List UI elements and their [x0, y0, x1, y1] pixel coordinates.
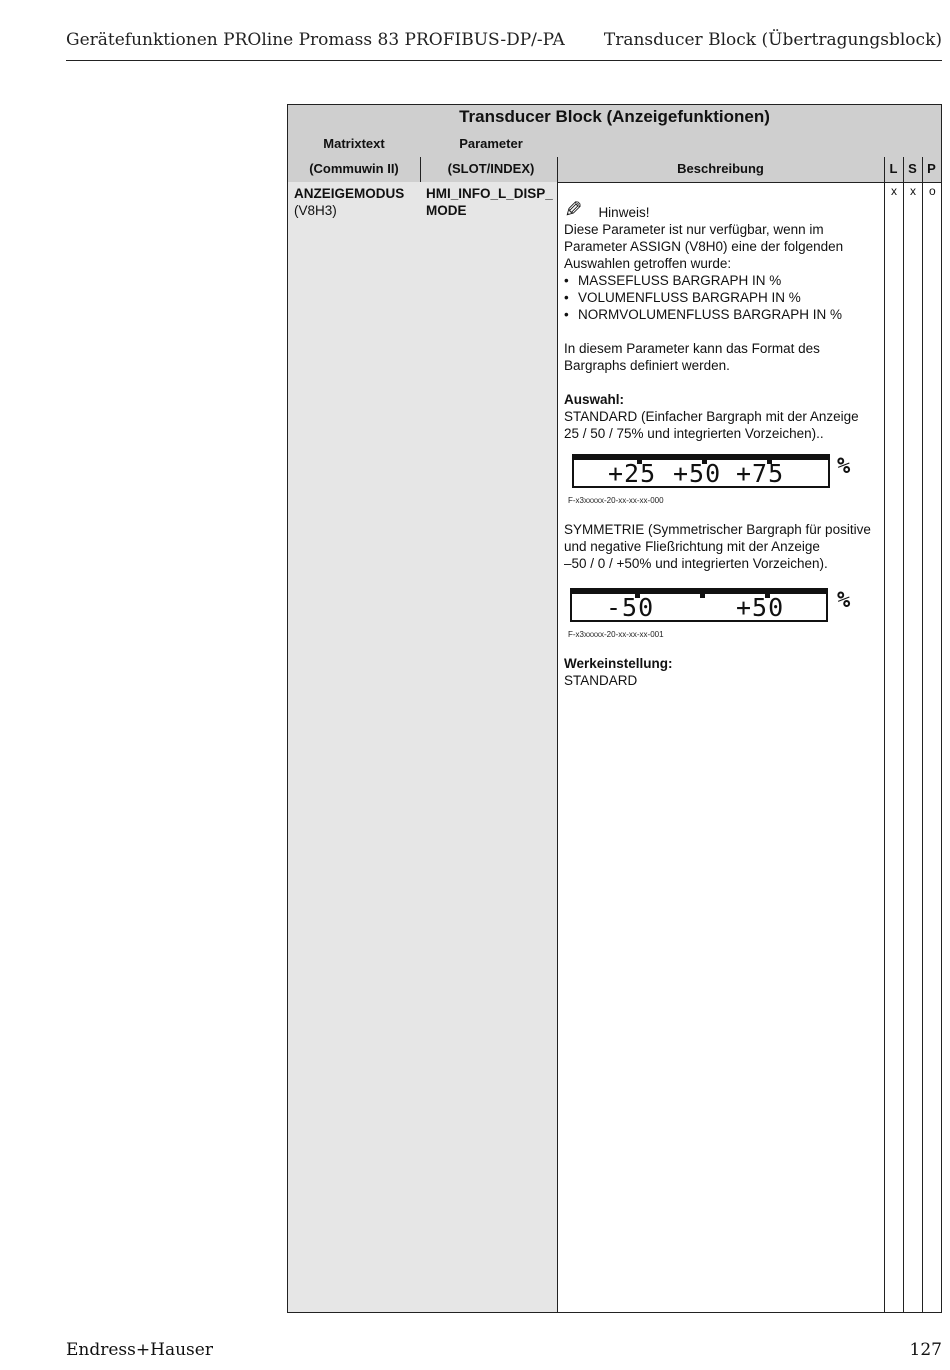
header-divider	[557, 157, 558, 182]
matrix-name: ANZEIGEMODUS	[294, 186, 405, 201]
column-divider	[884, 182, 885, 1312]
auswahl-label: Auswahl:	[564, 392, 625, 407]
col-header-commuwin: (Commuwin II)	[309, 161, 399, 176]
col-header-slot-index: (SLOT/INDEX)	[447, 161, 535, 176]
header-rule	[66, 60, 942, 61]
header-divider	[922, 157, 923, 182]
lcd-unit: %	[837, 454, 851, 479]
bargraph-tick	[700, 594, 705, 598]
param-name-line2: MODE	[426, 203, 467, 218]
format-text-line: Bargraphs definiert werden.	[564, 358, 730, 373]
note-text-line: Auswahlen getroffen wurde:	[564, 256, 732, 271]
flag-l: x	[891, 184, 897, 198]
running-header-right: Transducer Block (Übertragungsblock)	[603, 30, 942, 50]
standard-text-line: STANDARD (Einfacher Bargraph mit der Anzeige	[564, 409, 859, 424]
lcd-figure-standard	[564, 452, 884, 504]
header-divider	[884, 157, 885, 182]
lcd-display	[570, 588, 828, 622]
bullet-item: • MASSEFLUSS BARGRAPH IN %	[564, 272, 884, 289]
lcd-value: +75	[736, 459, 785, 488]
note-label: Hinweis!	[598, 205, 650, 220]
bullet-item: • NORMVOLUMENFLUSS BARGRAPH IN %	[564, 306, 884, 323]
column-divider	[922, 182, 923, 1312]
col-header-l: L	[889, 161, 898, 176]
table-header	[288, 105, 941, 183]
page-number: 127	[909, 1340, 942, 1360]
note-text-line: Parameter ASSIGN (V8H0) eine der folgenden	[564, 239, 844, 254]
werkeinstellung-label: Werkeinstellung:	[564, 656, 673, 671]
description-cell	[564, 189, 884, 689]
note-header	[564, 189, 884, 221]
format-text-line: In diesem Parameter kann das Format des	[564, 341, 820, 356]
running-header-left: Gerätefunktionen PROline Promass 83 PROFIBUS-DP/-PA	[66, 30, 565, 50]
table-title: Transducer Block (Anzeigefunktionen)	[459, 107, 770, 126]
symmetrie-text-line: SYMMETRIE (Symmetrischer Bargraph für positive	[564, 522, 871, 537]
figure-id: F-x3xxxxx-20-xx-xx-xx-001	[568, 630, 664, 639]
lcd-value: +50	[673, 459, 722, 488]
flag-s: x	[910, 184, 916, 198]
symmetrie-text-line: und negative Fließrichtung mit der Anzeige	[564, 539, 820, 554]
matrixtext-column	[288, 182, 421, 1312]
param-name-line1: HMI_INFO_L_DISP_	[426, 186, 553, 201]
symmetrie-text-line: –50 / 0 / +50% und integrierten Vorzeichen).	[564, 556, 828, 571]
col-header-matrixtext: Matrixtext	[323, 136, 385, 151]
bullet-item: • VOLUMENFLUSS BARGRAPH IN %	[564, 289, 884, 306]
col-header-p: P	[927, 161, 936, 176]
lcd-value: +50	[736, 593, 785, 622]
col-header-parameter: Parameter	[459, 136, 523, 151]
header-divider	[420, 157, 421, 182]
figure-id: F-x3xxxxx-20-xx-xx-xx-000	[568, 496, 664, 505]
lcd-value: +25	[608, 459, 657, 488]
note-text-line: Diese Parameter ist nur verfügbar, wenn im	[564, 222, 824, 237]
lcd-unit: %	[837, 588, 851, 613]
footer-brand: Endress+Hauser	[66, 1340, 213, 1360]
matrix-code: (V8H3)	[294, 203, 337, 218]
parameter-table	[287, 104, 942, 1313]
lcd-display	[572, 454, 830, 488]
col-header-beschreibung: Beschreibung	[677, 161, 764, 176]
header-divider	[903, 157, 904, 182]
flag-p: o	[929, 184, 936, 198]
lcd-value: -50	[606, 593, 655, 622]
col-header-s: S	[908, 161, 917, 176]
lcd-figure-symmetrie	[564, 586, 884, 638]
parameter-column	[420, 182, 558, 1312]
pencil-icon: ✎	[564, 197, 583, 222]
standard-text-line: 25 / 50 / 75% und integrierten Vorzeichen)..	[564, 426, 824, 441]
column-divider	[903, 182, 904, 1312]
werkeinstellung-value: STANDARD	[564, 673, 638, 688]
